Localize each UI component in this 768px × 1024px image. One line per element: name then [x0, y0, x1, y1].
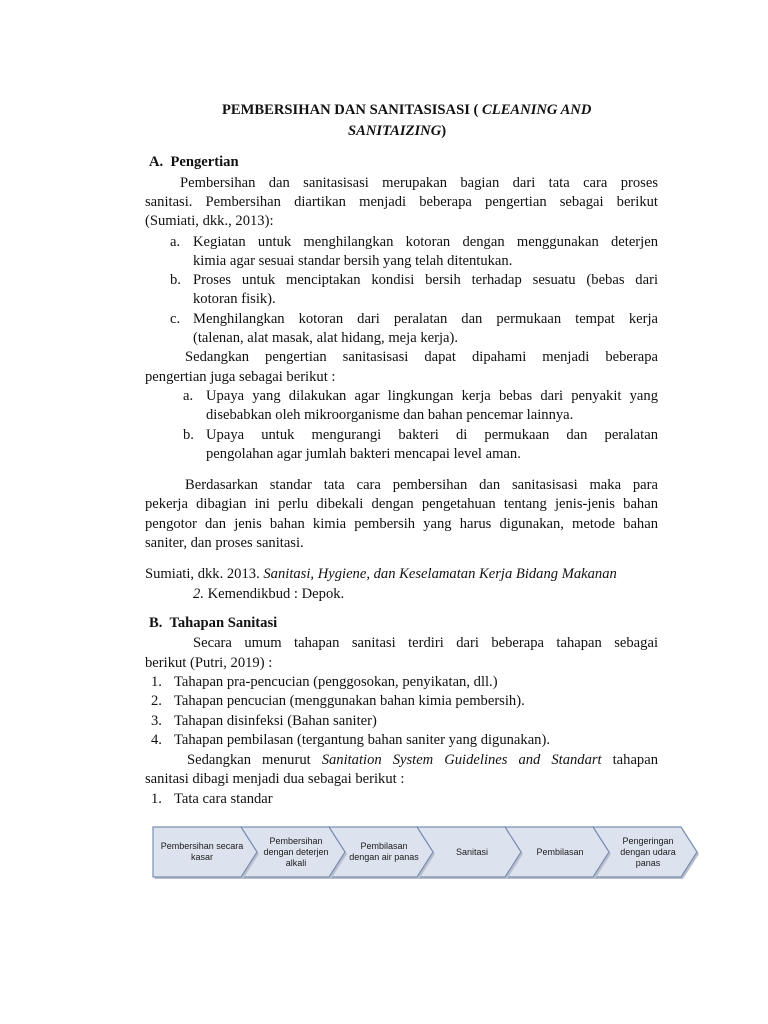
list-marker: a.	[170, 234, 181, 250]
conclusion-line-3: pengotor dan jenis bahan kimia pembersih yang harus digunakan, metode bahan	[145, 516, 658, 532]
section-b-title: Tahapan Sanitasi	[169, 615, 278, 631]
list-item-line: Upaya untuk mengurangi bakteri di permukaan dan peralatan	[206, 427, 658, 443]
flow-step-label: Pengeringan dengan udara panas	[620, 835, 676, 868]
document-title-line-1	[222, 100, 591, 120]
title-plain: PEMBERSIHAN DAN SANITASISASI (	[222, 102, 483, 118]
conclusion-line-1: Berdasarkan standar tata cara pembersihan dan sanitasisasi maka para	[185, 477, 658, 493]
flow-step-label: Pembersihan secara kasar	[160, 841, 244, 862]
list-marker: 3.	[151, 713, 162, 729]
section-b-marker: B.	[149, 615, 163, 631]
list-item-line: Kegiatan untuk menghilangkan kotoran dengan menggunakan deterjen	[193, 234, 658, 250]
list-marker: c.	[170, 311, 181, 327]
reference-title: Sanitasi, Hygiene, dan Keselamatan Kerja Bidang Makanan	[263, 566, 617, 582]
list-item-line: kotoran fisik).	[193, 291, 276, 307]
list-item-line: pengolahan agar jumlah bakteri mencapai level aman.	[206, 446, 521, 462]
reference-line-1	[145, 564, 617, 584]
list-item: Tahapan disinfeksi (Bahan saniter)	[174, 713, 377, 729]
list-marker: a.	[183, 388, 194, 404]
section-a-title: Pengertian	[170, 154, 239, 170]
reference-publisher: Kemendikbud : Depok.	[203, 586, 345, 602]
section-a-intro-line-1: Pembersihan dan sanitasisasi merupakan bagian dari tata cara proses	[180, 175, 658, 191]
list-item: Tahapan pra-pencucian (penggosokan, penyikatan, dll.)	[174, 674, 498, 690]
flow-step-label: Sanitasi	[455, 846, 489, 857]
flow-step	[153, 827, 257, 881]
section-a-intro-line-2: sanitasi. Pembersihan diartikan menjadi beberapa pengertian sebagai berikut	[145, 194, 658, 210]
list-item-line: (talenan, alat masak, alat hidang, meja kerja).	[193, 330, 458, 346]
conclusion-line-4: saniter, dan proses sanitasi.	[145, 535, 304, 551]
section-a-intro-line-3: (Sumiati, dkk., 2013):	[145, 213, 274, 229]
flow-step-label: Pembilasan dengan air panas	[349, 841, 419, 862]
sanitation-intro-line-1: Sedangkan pengertian sanitasisasi dapat dipahami menjadi beberapa	[185, 349, 658, 365]
list-marker: 2.	[151, 693, 162, 709]
reference-author: Sumiati, dkk. 2013.	[145, 566, 264, 582]
list-marker: 1.	[151, 791, 162, 807]
section-b-intro-line-1: Secara umum tahapan sanitasi terdiri dari beberapa tahapan sebagai	[193, 635, 658, 651]
flow-step-label: Pembilasan	[536, 846, 584, 857]
list-item: Tata cara standar	[174, 791, 273, 807]
list-item-line: Proses untuk menciptakan kondisi bersih terhadap sesuatu (bebas dari	[193, 272, 658, 288]
guideline-line-1	[187, 750, 658, 770]
list-marker: b.	[183, 427, 194, 443]
sanitation-intro-line-2: pengertian juga sebagai berikut :	[145, 369, 336, 385]
title-italic-2: SANITAIZING	[348, 123, 442, 139]
guideline-source: Sanitation System Guidelines and Standart	[321, 752, 602, 768]
list-item: Tahapan pencucian (menggunakan bahan kimia pembersih).	[174, 693, 525, 709]
flow-step-label: Pembersihan dengan deterjen alkali	[263, 835, 329, 868]
reference-title-cont: 2.	[193, 586, 204, 602]
title-close: )	[441, 123, 447, 139]
list-marker: b.	[170, 272, 181, 288]
list-item: Tahapan pembilasan (tergantung bahan saniter yang digunakan).	[174, 732, 550, 748]
list-item-line: Upaya yang dilakukan agar lingkungan kerja bebas dari penyakit yang	[206, 388, 658, 404]
document-title-line-2	[348, 121, 446, 141]
title-italic: CLEANING AND	[482, 102, 592, 118]
list-item-line: Menghilangkan kotoran dari peralatan dan permukaan tempat kerja	[193, 311, 658, 327]
conclusion-line-2: pekerja dibagian ini perlu dibekali dengan pengetahuan tentang jenis-jenis bahan	[145, 496, 658, 512]
list-marker: 4.	[151, 732, 162, 748]
section-b-intro-line-2: berikut (Putri, 2019) :	[145, 655, 273, 671]
section-a-marker: A.	[149, 154, 164, 170]
guideline-plain-2: tahapan	[601, 752, 659, 768]
list-marker: 1.	[151, 674, 162, 690]
section-b-heading	[149, 613, 277, 633]
guideline-line-2: sanitasi dibagi menjadi dua sebagai berikut :	[145, 771, 405, 787]
reference-line-2	[193, 584, 344, 604]
list-item-line: disebabkan oleh mikroorganisme dan bahan pencemar lainnya.	[206, 407, 574, 423]
section-a-heading	[149, 152, 239, 172]
guideline-plain: Sedangkan menurut	[187, 752, 322, 768]
list-item-line: kimia agar sesuai standar bersih yang telah ditentukan.	[193, 253, 513, 269]
